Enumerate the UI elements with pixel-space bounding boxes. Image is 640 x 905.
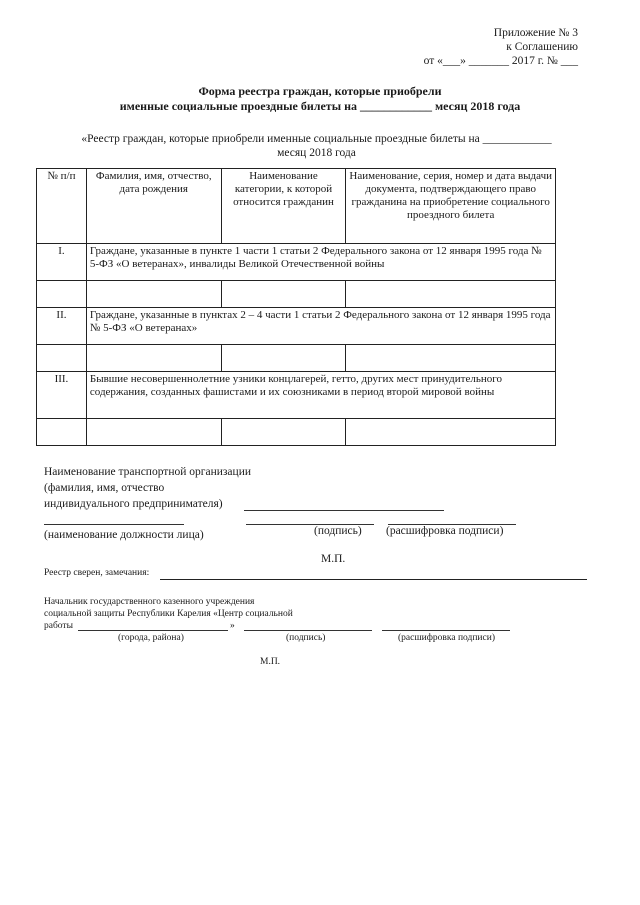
- table-row: [37, 345, 556, 372]
- empty-cell[interactable]: [346, 345, 556, 372]
- city-caption: (города, района): [118, 633, 184, 643]
- appendix-agreement: к Соглашению: [506, 41, 578, 53]
- head-stamp-label: М.П.: [260, 657, 281, 667]
- head-line3-quote: »: [230, 621, 235, 631]
- group-number: III.: [37, 372, 87, 419]
- group-description: Граждане, указанные в пунктах 2 – 4 части 1 статьи 2 Федерального закона от 12 января 1995 года № 5-ФЗ «О ветеранах»: [86, 308, 555, 345]
- group-description: Граждане, указанные в пункте 1 части 1 статьи 2 Федерального закона от 12 января 1995 года № 5-ФЗ «О ветеранах», инвалиды Великой Отечественной войны: [86, 244, 555, 281]
- empty-cell[interactable]: [37, 345, 87, 372]
- empty-cell[interactable]: [221, 419, 346, 446]
- appendix-block: [424, 26, 578, 68]
- empty-cell[interactable]: [346, 419, 556, 446]
- empty-cell[interactable]: [86, 419, 221, 446]
- position-field[interactable]: [44, 513, 184, 525]
- head-line2: социальной защиты Республики Карелия «Центр социальной: [44, 609, 293, 619]
- header-number: № п/п: [37, 169, 87, 244]
- group-description: Бывшие несовершеннолетние узники концлагерей, гетто, других мест принудительного содержания, созданных фашистами и их союзниками в период второй мировой войны: [86, 372, 555, 419]
- appendix-number: Приложение № 3: [493, 27, 578, 39]
- table-row: [37, 281, 556, 308]
- head-decoding-field[interactable]: [382, 620, 510, 631]
- empty-cell[interactable]: [86, 281, 221, 308]
- transport-org-name-field[interactable]: [244, 499, 444, 511]
- appendix-date-number: от «___» _______ 2017 г. № ___: [423, 55, 578, 67]
- form-title: [0, 84, 640, 114]
- registry-intro-line2: месяц 2018 года: [277, 147, 356, 159]
- empty-cell[interactable]: [221, 281, 346, 308]
- head-line3: работы: [44, 621, 73, 631]
- table-group-row: [37, 244, 556, 281]
- transport-org-fio: (фамилия, имя, отчество: [44, 482, 165, 494]
- table-group-row: [37, 372, 556, 419]
- verification-label: Реестр сверен, замечания:: [44, 568, 150, 578]
- form-title-line1: Форма реестра граждан, которые приобрели: [198, 84, 442, 98]
- empty-cell[interactable]: [86, 345, 221, 372]
- header-document: Наименование, серия, номер и дата выдачи документа, подтверждающего право гражданина на приобретение социального проездного билета: [346, 169, 556, 244]
- head-signature-caption: (подпись): [286, 633, 326, 643]
- decoding-caption: (расшифровка подписи): [386, 525, 504, 537]
- head-decoding-caption: (расшифровка подписи): [398, 633, 495, 643]
- signature-caption: (подпись): [314, 525, 362, 537]
- transport-org-entrepreneur: индивидуального предпринимателя): [44, 498, 223, 510]
- header-category: Наименование категории, к которой относится гражданин: [221, 169, 346, 244]
- empty-cell[interactable]: [37, 281, 87, 308]
- registry-table: [36, 168, 556, 446]
- city-field[interactable]: [78, 620, 228, 631]
- table-group-row: [37, 308, 556, 345]
- table-header-row: [37, 169, 556, 244]
- head-line1: Начальник государственного казенного учреждения: [44, 597, 255, 607]
- transport-org-label: Наименование транспортной организации: [44, 466, 251, 478]
- form-title-line2: именные социальные проездные билеты на ____________ месяц 2018 года: [119, 99, 521, 113]
- empty-cell[interactable]: [221, 345, 346, 372]
- registry-intro-line1: «Реестр граждан, которые приобрели именные социальные проездные билеты на ____________: [81, 133, 552, 145]
- position-caption: (наименование должности лица): [44, 529, 204, 541]
- stamp-label: М.П.: [321, 553, 346, 565]
- empty-cell[interactable]: [346, 281, 556, 308]
- table-row: [37, 419, 556, 446]
- head-signature-field[interactable]: [244, 620, 372, 631]
- verification-line[interactable]: [160, 579, 587, 580]
- header-full-name: Фамилия, имя, отчество, дата рождения: [86, 169, 221, 244]
- registry-intro: [44, 132, 589, 160]
- group-number: II.: [37, 308, 87, 345]
- empty-cell[interactable]: [37, 419, 87, 446]
- group-number: I.: [37, 244, 87, 281]
